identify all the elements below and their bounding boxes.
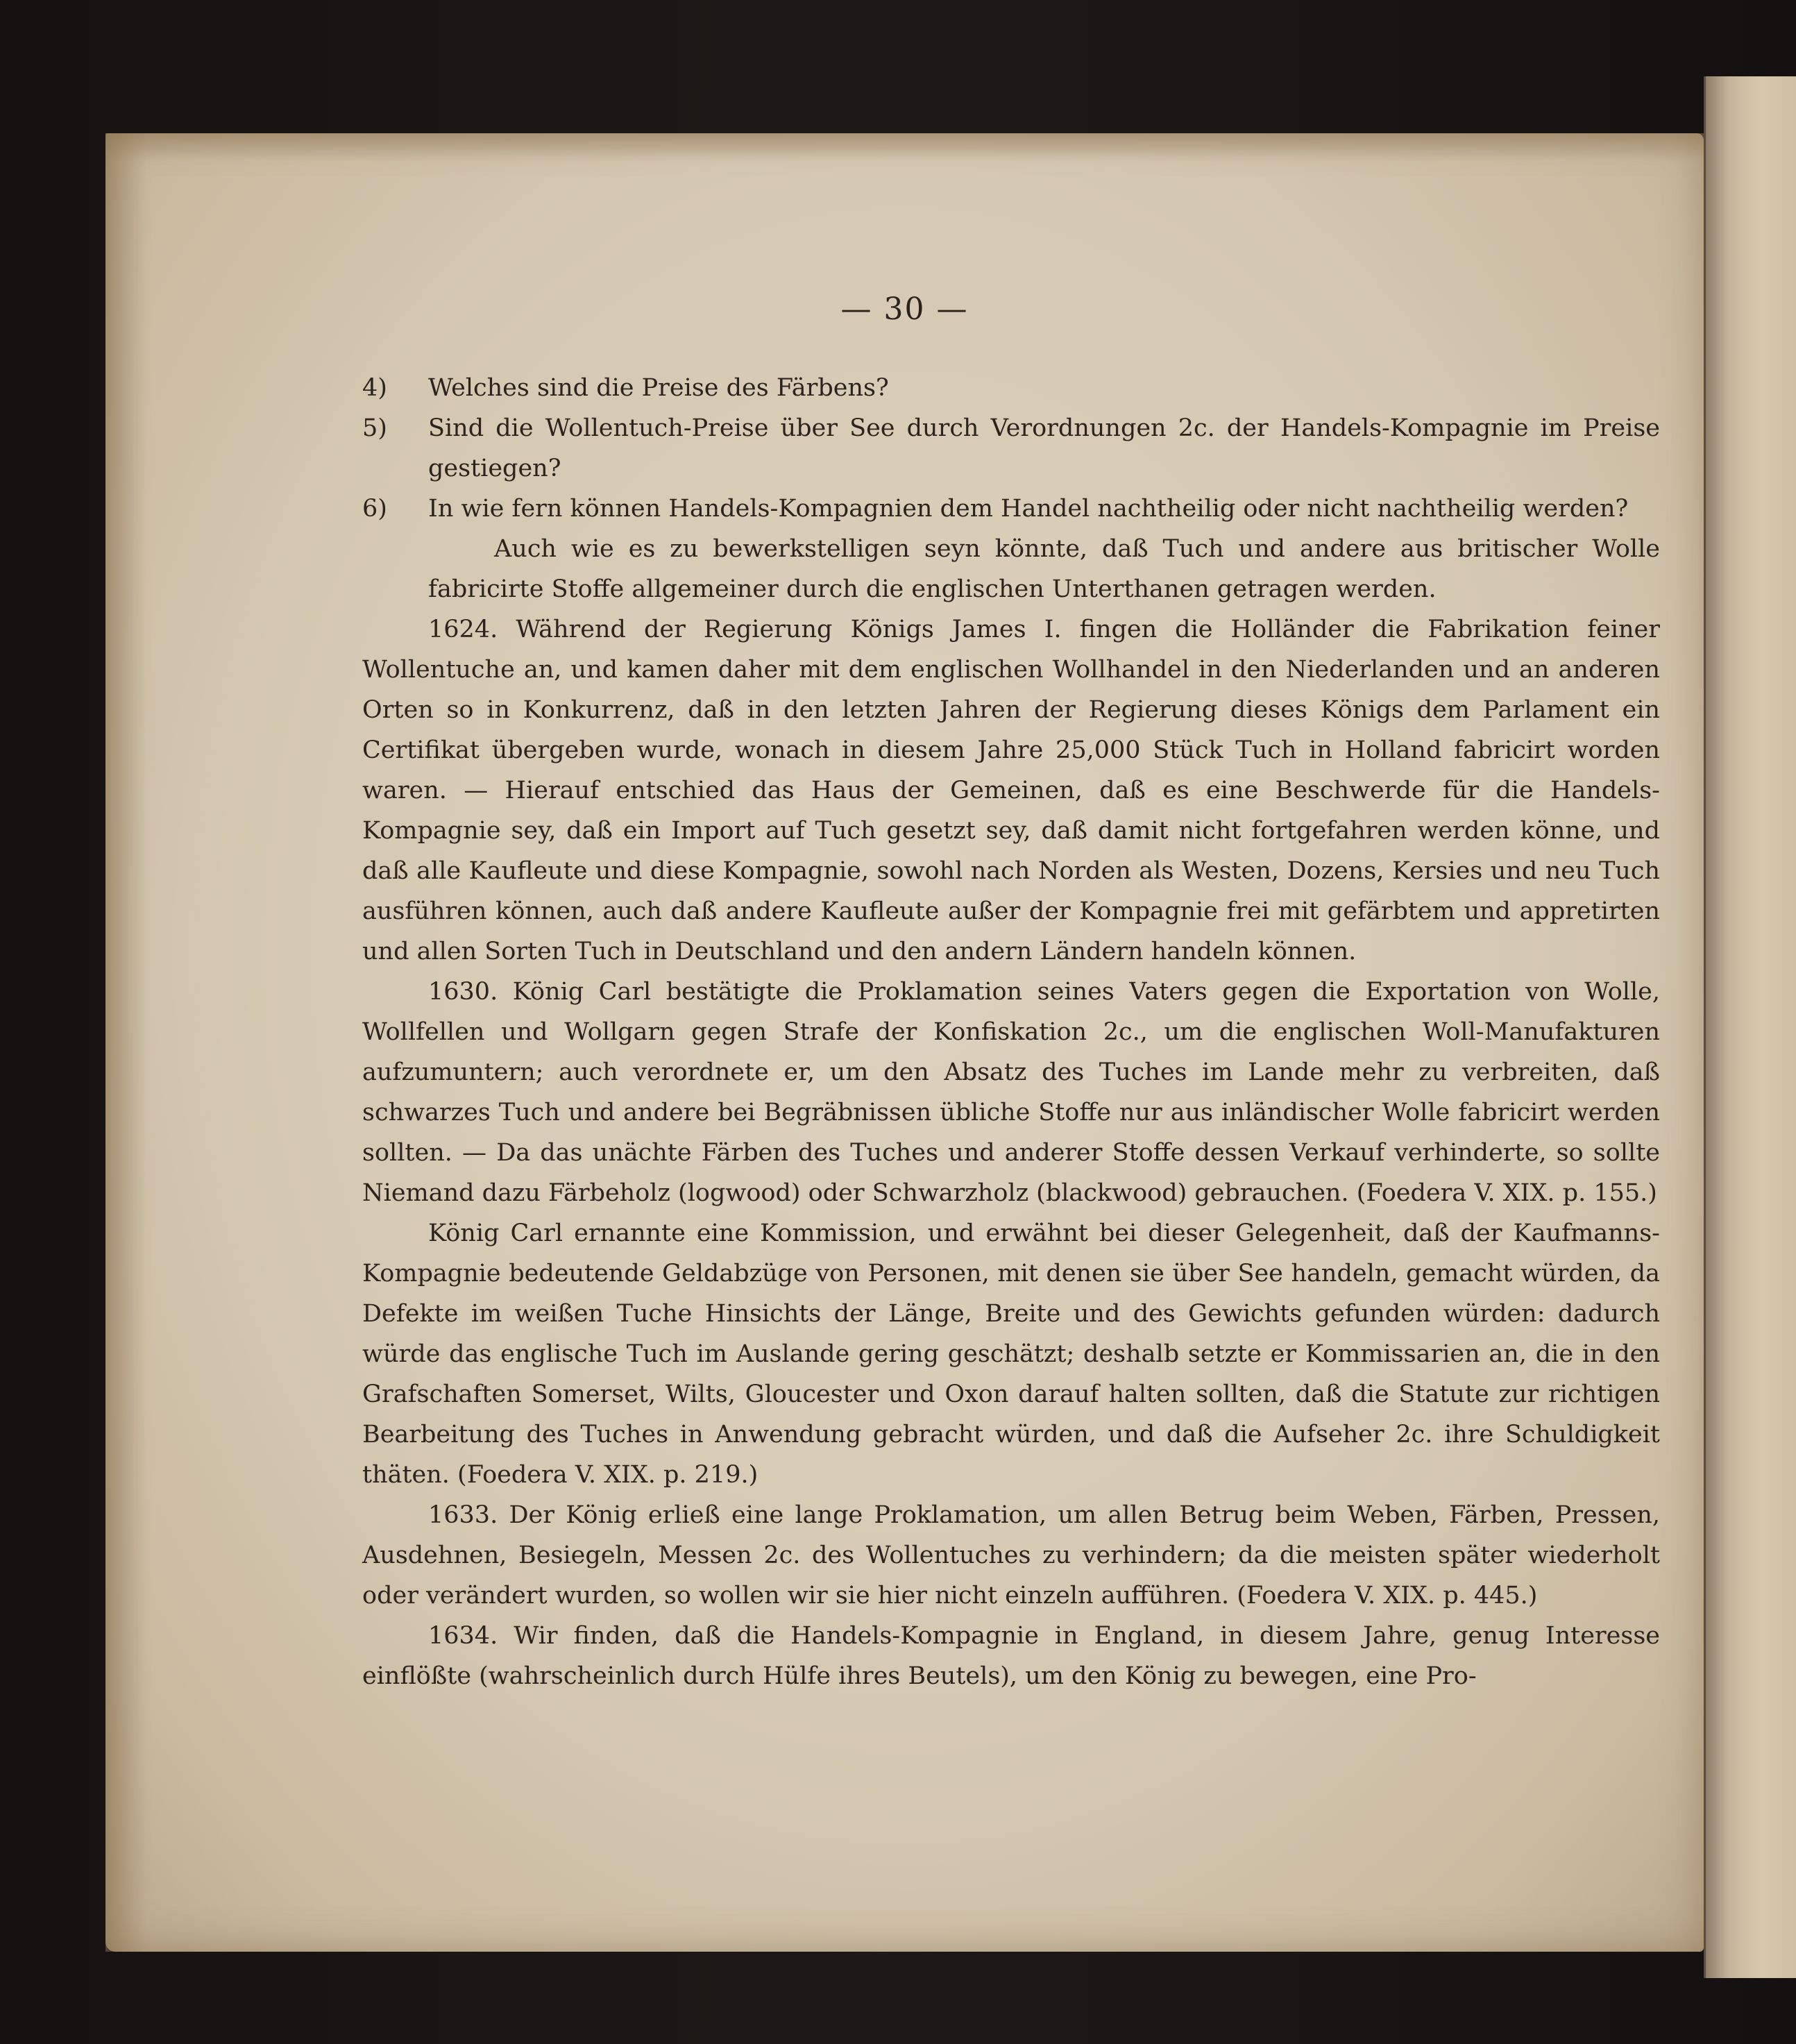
question-number: 6) <box>362 495 387 523</box>
paragraph-1624: 1624. Während der Regierung Königs James I. fingen die Holländer die Fabrikation feiner Wollentuche an, und kamen daher mit dem englischen Wollhandel in den Niederlanden und an anderen Orten so in Konkurrenz, daß in den letzten Jahren der Regierung dieses Königs dem Parlament ein Certifikat übergeben wurde, wonach in diesem Jahre 25,000 Stück Tuch in Holland fabricirt worden waren. — Hierauf entschied das Haus der Gemeinen, daß es eine Beschwerde für die Handels-Kompagnie sey, daß ein Import auf Tuch gesetzt sey, daß damit nicht fortgefahren werden könne, und daß alle Kaufleute und diese Kompagnie, sowohl nach Norden als Westen, Dozens, Kersies und neu Tuch ausführen können, auch daß andere Kaufleute außer der Kompagnie frei mit gefärbtem und appretirten und allen Sorten Tuch in Deutschland und den andern Ländern handeln können. <box>362 616 1660 965</box>
page-body <box>362 368 1660 1696</box>
question-number: 4) <box>362 374 387 402</box>
paragraph-1634: 1634. Wir finden, daß die Handels-Kompagnie in England, in diesem Jahre, genug Interesse einflößte (wahrscheinlich durch Hülfe ihres Beutels), um den König zu bewegen, eine Pro- <box>362 1622 1660 1690</box>
question-item <box>362 408 1660 489</box>
question-addendum: Auch wie es zu bewerkstelligen seyn könnte, daß Tuch und andere aus britischer Wolle fabricirte Stoffe allgemeiner durch die englischen Unterthanen getragen werden. <box>428 535 1660 603</box>
paragraph-commission: König Carl ernannte eine Kommission, und erwähnt bei dieser Gelegenheit, daß der Kaufmanns-Kompagnie bedeutende Geldabzüge von Personen, mit denen sie über See handeln, gemacht würden, da Defekte im weißen Tuche Hinsichts der Länge, Breite und des Gewichts gefunden würden: dadurch würde das englische Tuch im Auslande gering geschätzt; deshalb setzte er Kommissarien an, die in den Grafschaften Somerset, Wilts, Gloucester und Oxon darauf halten sollten, daß die Statute zur richtigen Bearbeitung des Tuches in Anwendung gebracht würden, und daß die Aufseher 2c. ihre Schuldigkeit thäten. (Foedera V. XIX. p. 219.) <box>362 1219 1660 1489</box>
question-item <box>362 368 1660 408</box>
question-text: Sind die Wollentuch-Preise über See durch Verordnungen 2c. der Handels-Kompagnie im Preise gestiegen? <box>428 414 1660 482</box>
facing-page-edge <box>1704 76 1796 1978</box>
question-item <box>362 489 1660 529</box>
paragraph-1630: 1630. König Carl bestätigte die Proklamation seines Vaters gegen die Exportation von Wolle, Wollfellen und Wollgarn gegen Strafe der Konfiskation 2c., um die englischen Woll-Manufakturen aufzumuntern; auch verordnete er, um den Absatz des Tuches im Lande mehr zu verbreiten, daß schwarzes Tuch und andere bei Begräbnissen übliche Stoffe nur aus inländischer Wolle fabricirt werden sollten. — Da das unächte Färben des Tuches und anderer Stoffe dessen Verkauf verhinderte, so sollte Niemand dazu Färbeholz (logwood) oder Schwarzholz (blackwood) gebrauchen. (Foedera V. XIX. p. 155.) <box>362 978 1660 1207</box>
book-page <box>105 133 1704 1952</box>
paragraph-1633: 1633. Der König erließ eine lange Proklamation, um allen Betrug beim Weben, Färben, Pressen, Ausdehnen, Besiegeln, Messen 2c. des Wollentuches zu verhindern; da die meisten später wiederholt oder verändert wurden, so wollen wir sie hier nicht einzeln aufführen. (Foedera V. XIX. p. 445.) <box>362 1501 1660 1610</box>
question-text: In wie fern können Handels-Kompagnien dem Handel nachtheilig oder nicht nachtheilig werden? <box>428 495 1629 523</box>
question-text: Welches sind die Preise des Färbens? <box>428 374 889 402</box>
question-number: 5) <box>362 414 387 442</box>
page-number: — 30 — <box>840 292 969 327</box>
